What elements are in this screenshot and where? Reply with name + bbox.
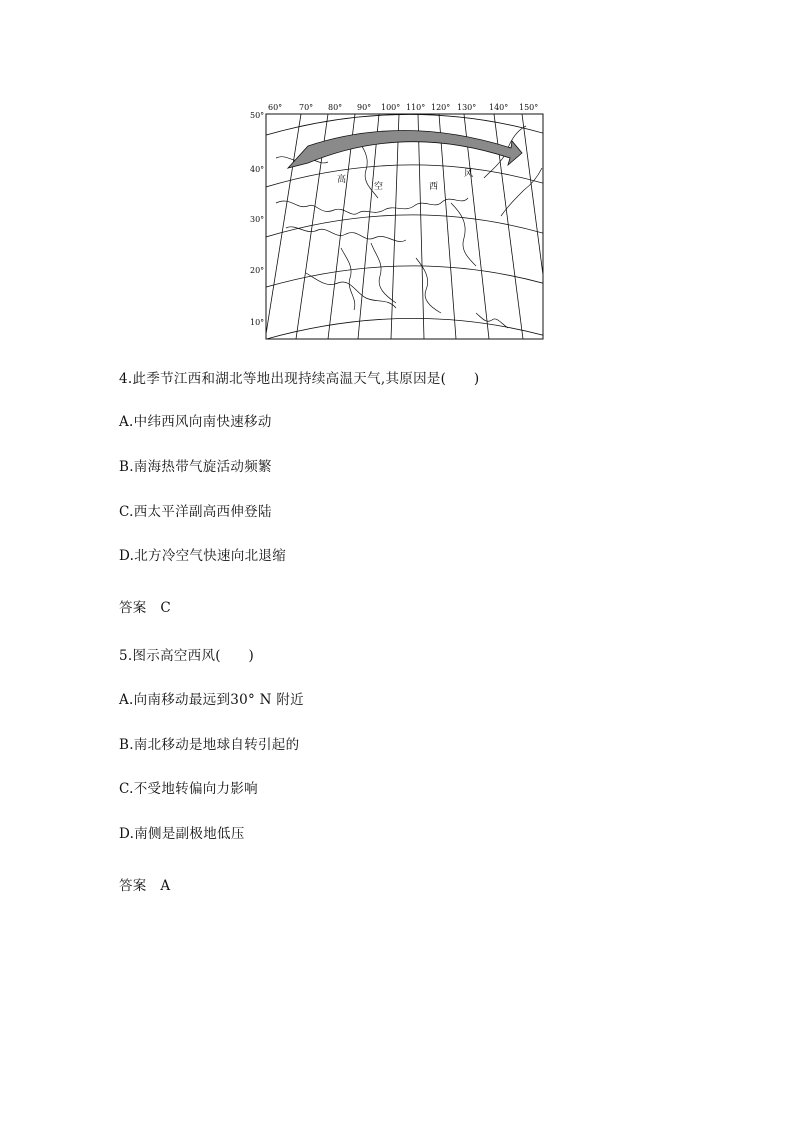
lat-label: 50° [250, 111, 265, 120]
lon-label: 110° [406, 103, 426, 112]
q4-option-b: B.南海热带气旋活动频繁 [119, 459, 272, 475]
map-figure [246, 98, 546, 343]
lon-label: 140° [489, 103, 509, 112]
q4-stem: 4.此季节江西和湖北等地出现持续高温天气,其原因是( ) [119, 371, 480, 387]
q5-stem: 5.图示高空西风( ) [119, 648, 255, 664]
lat-label: 20° [250, 266, 265, 275]
q5-answer: 答案 A [119, 878, 171, 894]
river-line [341, 248, 355, 310]
parallel-30 [256, 215, 546, 240]
lon-label: 60° [268, 103, 283, 112]
border-line [286, 227, 406, 242]
q4-option-d: D.北方冷空气快速向北退缩 [119, 548, 287, 564]
q4-option-c: C.西太平洋副高西伸登陆 [119, 504, 272, 520]
island-coast [476, 313, 508, 328]
lon-label: 80° [328, 103, 343, 112]
meridian [418, 114, 424, 339]
map-svg [246, 98, 546, 343]
q5-option-c: C.不受地转偏向力影响 [119, 781, 258, 797]
meridian [522, 114, 546, 298]
meridian [391, 114, 399, 339]
westerly-arrow [288, 130, 522, 168]
lon-label: 100° [381, 103, 401, 112]
lat-label: 40° [250, 165, 265, 174]
arrow-char: 空 [374, 182, 384, 192]
arrow-char: 高 [337, 175, 347, 185]
island-arc [501, 168, 542, 216]
lon-label: 150° [519, 103, 539, 112]
arrow-char: 西 [429, 182, 439, 192]
q5-option-d: D.南侧是副极地低压 [119, 826, 245, 842]
coastline [276, 198, 468, 214]
lon-label: 120° [431, 103, 451, 112]
lat-label: 10° [250, 318, 265, 327]
q4-option-a: A.中纬西风向南快速移动 [119, 414, 272, 430]
meridian [439, 114, 456, 339]
lon-label: 130° [457, 103, 477, 112]
q4-answer: 答案 C [119, 600, 172, 616]
meridian [266, 114, 301, 334]
lon-label: 70° [299, 103, 314, 112]
arrow-char: 风 [464, 169, 474, 179]
coastline [451, 203, 476, 266]
lon-label: 90° [357, 103, 372, 112]
parallel-20 [256, 266, 546, 290]
q5-option-b: B.南北移动是地球自转引起的 [119, 737, 300, 753]
lat-label: 30° [250, 215, 265, 224]
parallel-10 [256, 318, 546, 342]
meridian [358, 114, 379, 339]
q5-option-a: A.向南移动最远到30° N 附近 [119, 692, 304, 708]
